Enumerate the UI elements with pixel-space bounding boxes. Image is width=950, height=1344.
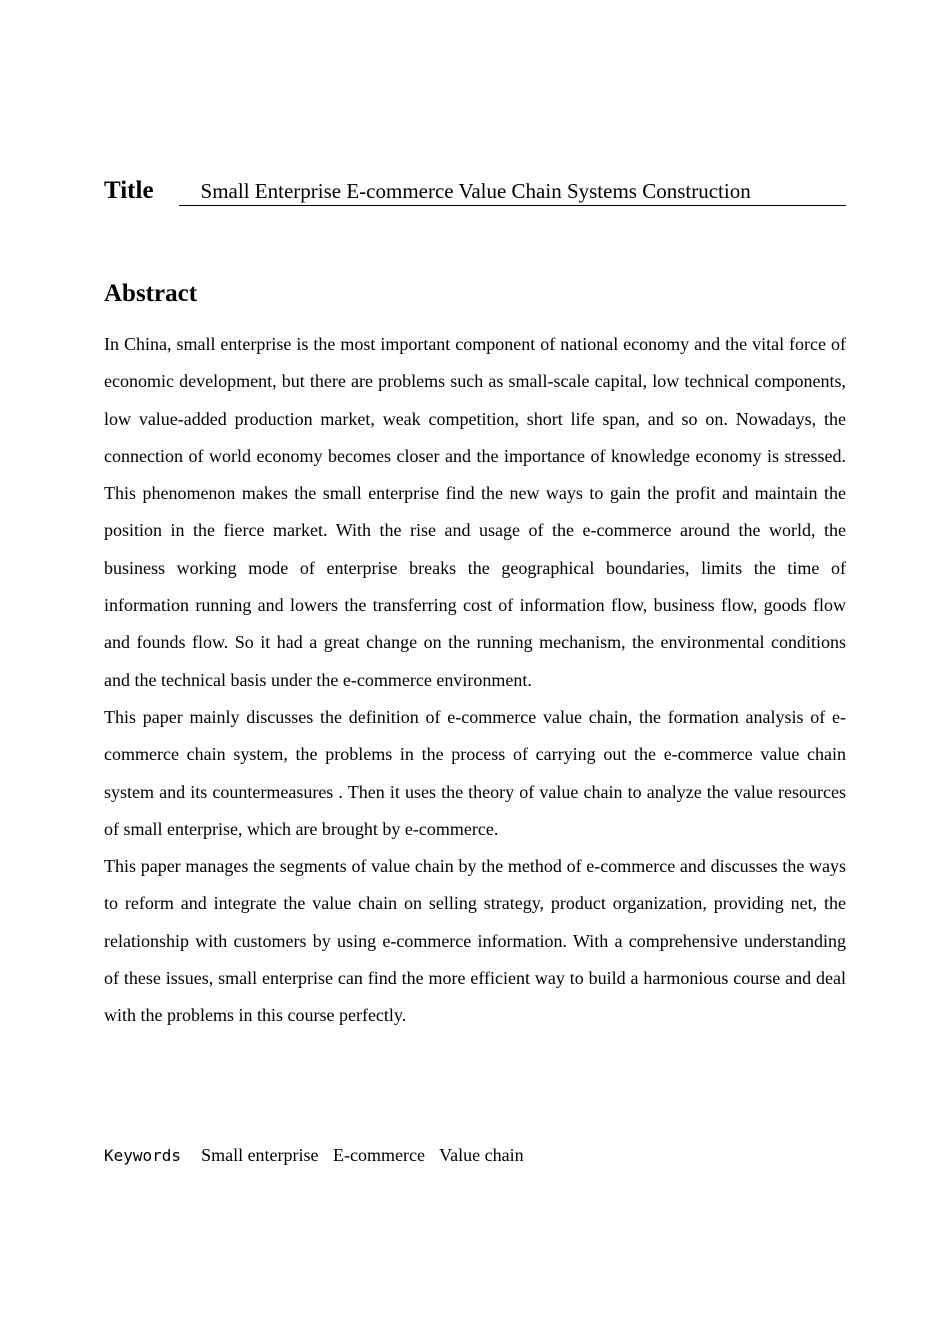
keyword-2: E-commerce bbox=[333, 1145, 425, 1165]
keywords-row bbox=[104, 1145, 534, 1166]
abstract-body bbox=[104, 326, 846, 1035]
keywords-label: Keywords bbox=[104, 1146, 182, 1165]
abstract-paragraph-1: In China, small enterprise is the most important component of national economy and the vital force of economic development, but there are problems such as small-scale capital, low technical components, low value-added production market, weak competition, short life span, and so on. Nowadays, the connection of world economy becomes closer and the importance of knowledge economy is stressed. This phenomenon makes the small enterprise find the new ways to gain the profit and maintain the position in the fierce market. With the rise and usage of the e-commerce around the world, the business working mode of enterprise breaks the geographical boundaries, limits the time of information running and lowers the transferring cost of information flow, business flow, goods flow and founds flow. So it had a great change on the running mechanism, the environmental conditions and the technical basis under the e-commerce environment. bbox=[104, 334, 846, 690]
abstract-heading: Abstract bbox=[104, 280, 198, 307]
abstract-paragraph-3: This paper manages the segments of value chain by the method of e-commerce and discusses the ways to reform and integrate the value chain on selling strategy, product organization, providing net, the relationship with customers by using e-commerce information. With a comprehensive understanding of these issues, small enterprise can find the more efficient way to build a harmonious course and deal with the problems in this course perfectly. bbox=[104, 856, 846, 1026]
paper-title: Small Enterprise E-commerce Value Chain Systems Construction bbox=[179, 178, 846, 206]
keyword-3: Value chain bbox=[439, 1145, 524, 1165]
keyword-1: Small enterprise bbox=[201, 1145, 319, 1165]
keywords-list bbox=[201, 1145, 534, 1166]
abstract-paragraph-2: This paper mainly discusses the definition of e-commerce value chain, the formation analysis of e-commerce chain system, the problems in the process of carrying out the e-commerce value chain system and its countermeasures . Then it uses the theory of value chain to analyze the value resources of small enterprise, which are brought by e-commerce. bbox=[104, 706, 846, 839]
title-row bbox=[104, 176, 846, 206]
title-label: Title bbox=[104, 177, 154, 204]
